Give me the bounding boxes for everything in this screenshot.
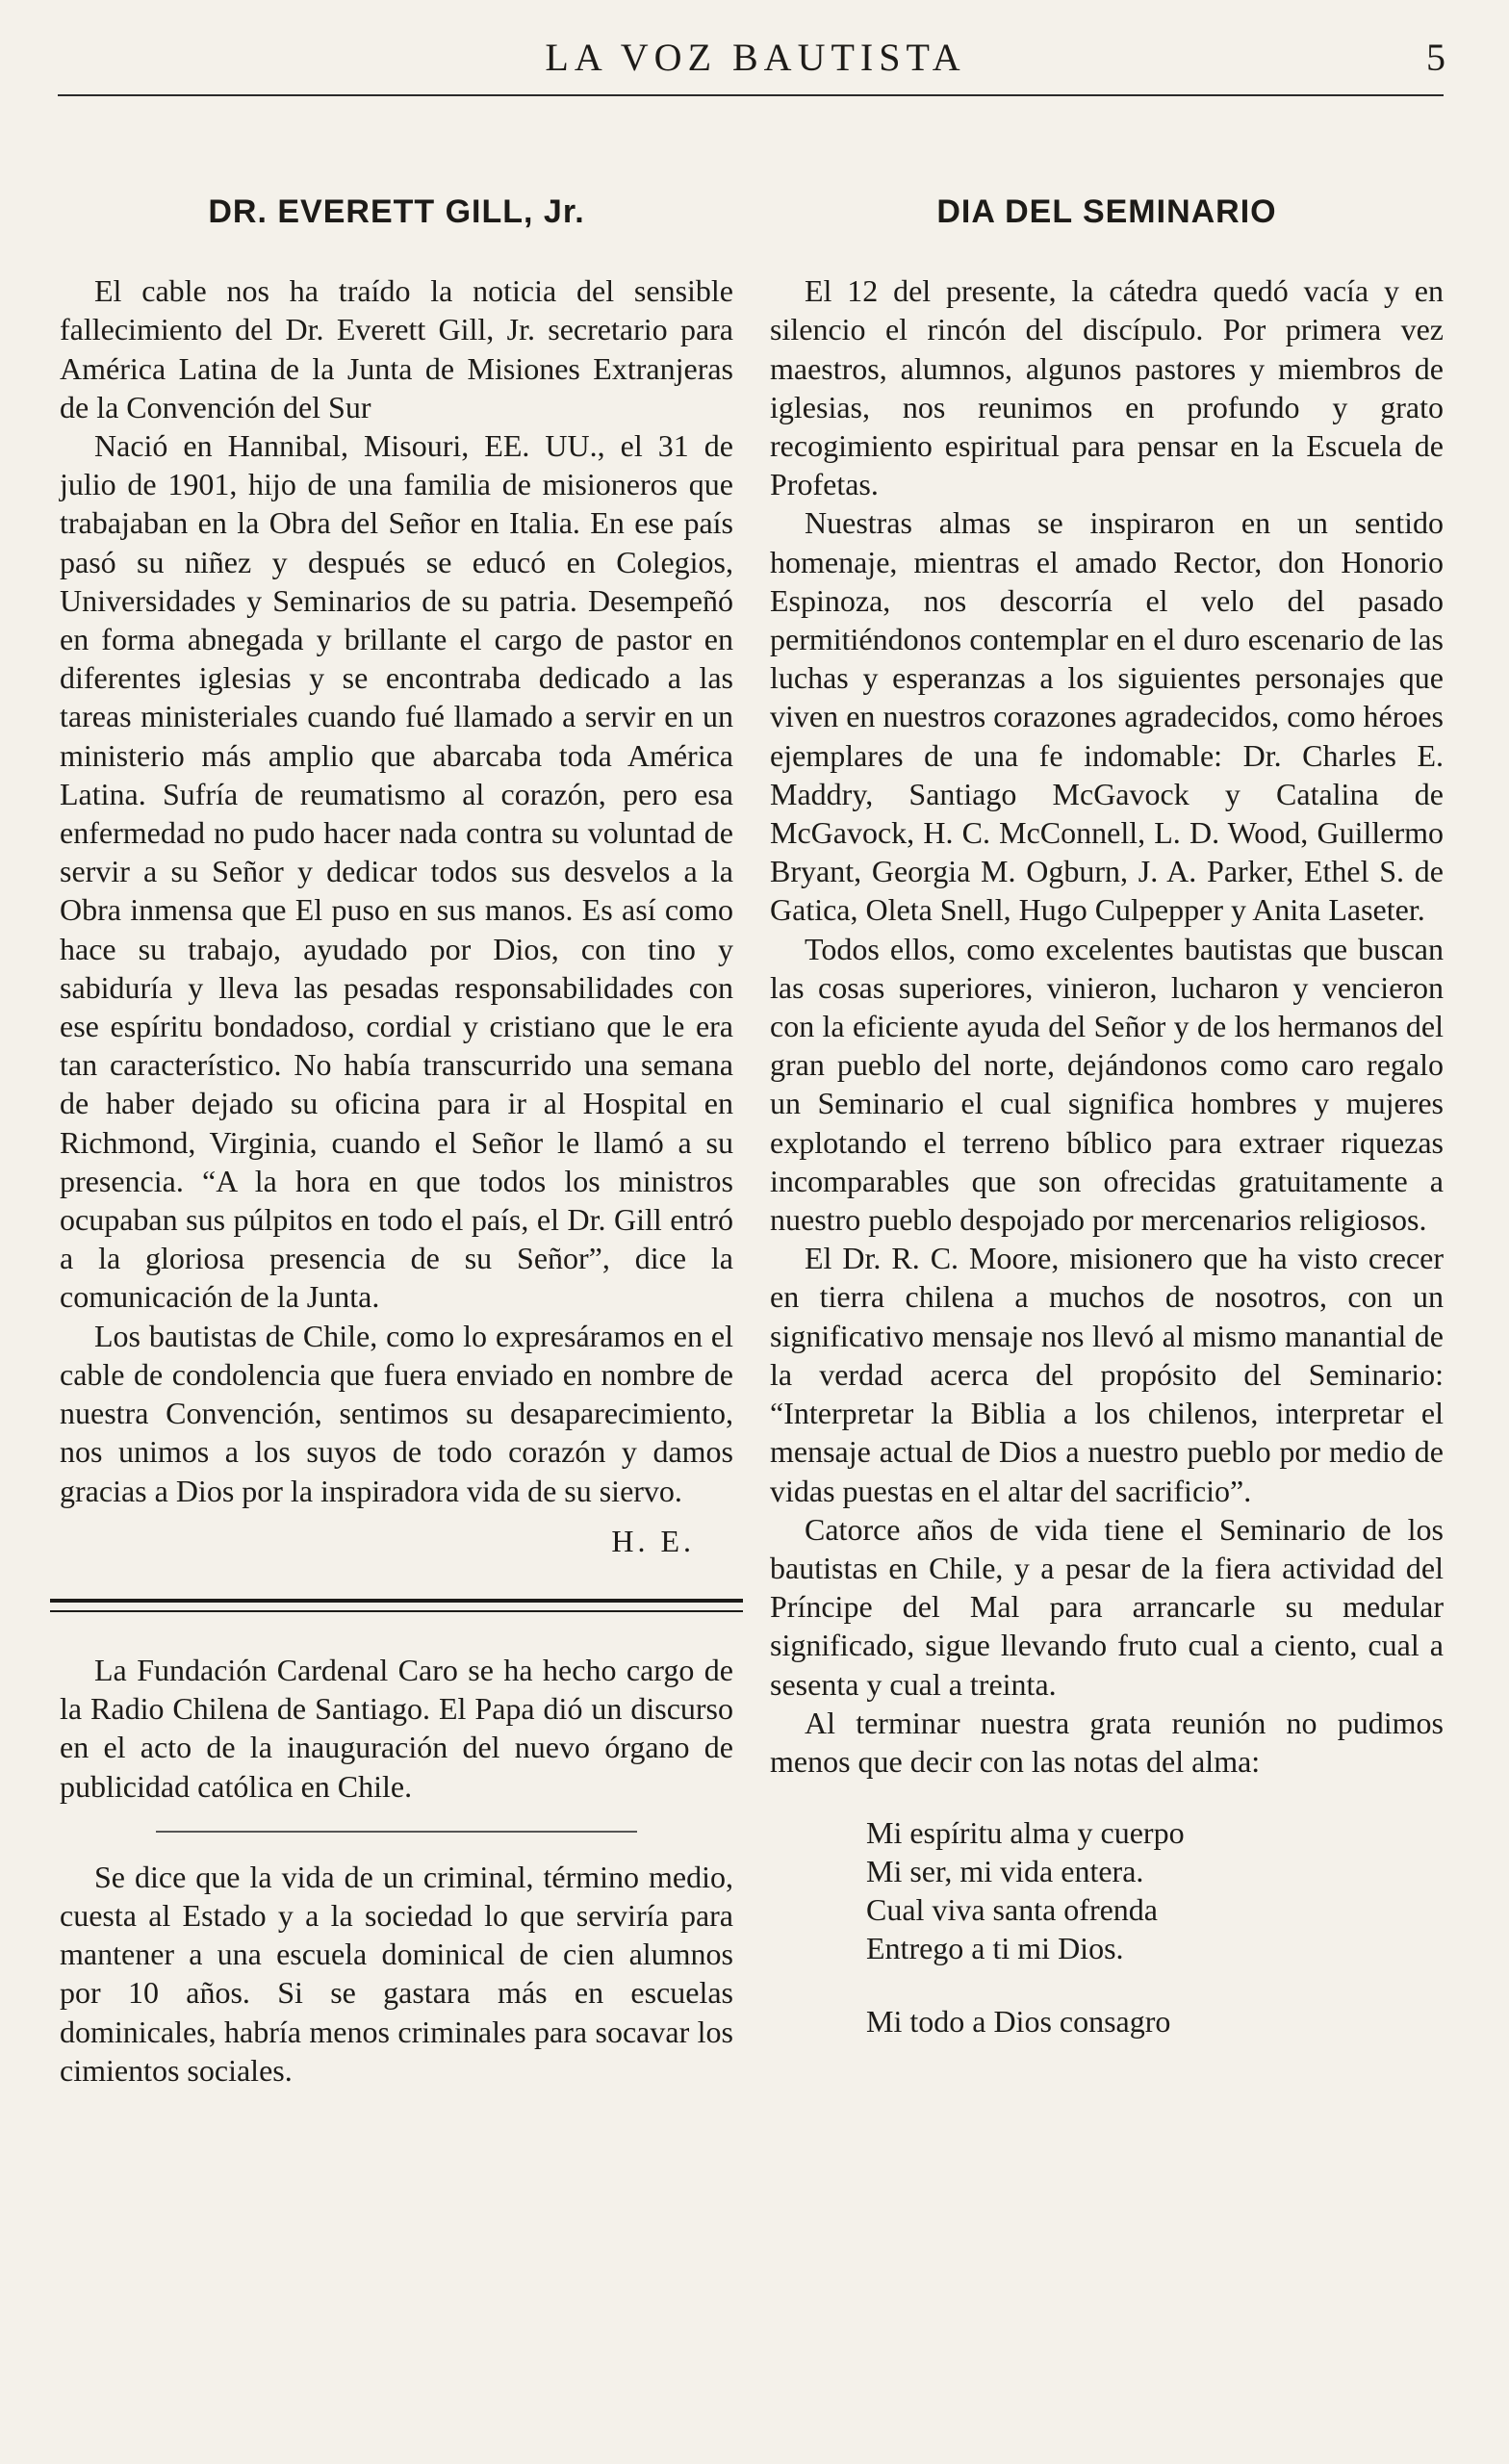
verse-line: Entrego a ti mi Dios. bbox=[866, 1931, 1124, 1966]
right-article-title: DIA DEL SEMINARIO bbox=[936, 193, 1277, 230]
left-paragraph: El cable nos ha traído la noticia del sensible fallecimiento del Dr. Everett Gill, Jr. secretario para América Latina de la Junta de Misiones Extranjeras de la Convención del Sur bbox=[60, 273, 733, 424]
left-column bbox=[60, 183, 733, 2090]
right-paragraph: El 12 del presente, la cátedra quedó vacía y en silencio el rincón del discípulo. Por primera vez maestros, alumnos, algunos pastores y miembros de iglesias, nos reunimos en profundo y grato recogimiento espiritual para pensar en la Escuela de Profetas. bbox=[770, 273, 1444, 502]
note-divider bbox=[156, 1831, 637, 1833]
left-paragraph: Los bautistas de Chile, como lo expresáramos en el cable de condolencia que fuera enviado en nombre de nuestra Convención, sentimos su desaparecimiento, nos unimos a los suyos de todo corazón y damos gracias a Dios por la inspiradora vida de su siervo. bbox=[60, 1318, 733, 1508]
signature: H. E. bbox=[611, 1523, 695, 1558]
right-paragraph: Catorce años de vida tiene el Seminario de los bautistas en Chile, y a pesar de la fiera actividad del Príncipe del Mal para arrancarle su medular significado, sigue llevando fruto cual a ciento, cual a sesenta y cual a treinta. bbox=[770, 1511, 1444, 1702]
masthead: LA VOZ BAUTISTA bbox=[545, 36, 966, 79]
verse-line: Mi todo a Dios consagro bbox=[866, 2004, 1171, 2040]
right-paragraph: Al terminar nuestra grata reunión no pudimos menos que decir con las notas del alma: bbox=[770, 1705, 1444, 1779]
note-paragraph: La Fundación Cardenal Caro se ha hecho cargo de la Radio Chilena de Santiago. El Papa dió un discurso en el acto de la inauguración del nuevo órgano de publicidad católica en Chile. bbox=[60, 1652, 733, 1804]
page-header bbox=[58, 29, 1453, 87]
hymn-verse bbox=[866, 1813, 1444, 2040]
verse-line: Mi ser, mi vida entera. bbox=[866, 1854, 1144, 1889]
section-divider bbox=[50, 1599, 743, 1612]
left-article-title: DR. EVERETT GILL, Jr. bbox=[208, 193, 585, 230]
note-paragraph: Se dice que la vida de un criminal, término medio, cuesta al Estado y a la sociedad lo que serviría para mantener a una escuela dominical de cien alumnos por 10 años. Si se gastara más en escuelas dominicales, habría menos criminales para socavar los cimientos sociales. bbox=[60, 1859, 733, 2088]
left-paragraph: Nació en Hannibal, Misouri, EE. UU., el 31 de julio de 1901, hijo de una familia de misioneros que trabajaban en la Obra del Señor en Italia. En ese país pasó su niñez y después se educó en Colegios, Universidades y Seminarios de su patria. Desempeñó en forma abnegada y brillante el cargo de pastor en diferentes iglesias y se encontraba dedicado a las tareas ministeriales cuando fué llamado a servir en un ministerio más amplio que abarcaba toda América Latina. Sufría de reumatismo al corazón, pero esa enfermedad no pudo hacer nada contra su voluntad de servir a su Señor y dedicar todos sus desvelos a la Obra inmensa que El puso en sus manos. Es así como hace su trabajo, ayudado por Dios, con tino y sabiduría y lleva las pesadas responsabilidades con ese espíritu bondadoso, cordial y cristiano que le era tan característico. No había transcurrido una semana de haber dejado su oficina para ir al Hospital en Richmond, Virginia, cuando el Señor le llamó a su presencia. “A la hora en que todos los ministros ocupaban sus púlpitos en todo el país, el Dr. Gill entró a la gloriosa presencia de su Señor”, dice la comunicación de la Junta. bbox=[60, 428, 733, 1315]
verse-line: Cual viva santa ofrenda bbox=[866, 1892, 1158, 1928]
verse-line: Mi espíritu alma y cuerpo bbox=[866, 1815, 1185, 1851]
page-number: 5 bbox=[1426, 36, 1445, 79]
right-column bbox=[770, 183, 1444, 2040]
right-paragraph: El Dr. R. C. Moore, misionero que ha visto crecer en tierra chilena a muchos de nosotros, con un significativo mensaje nos llevó al mismo manantial de la verdad acerca del propósito del Seminario: “Interpretar la Biblia a los chilenos, interpretar el mensaje actual de Dios a nuestro pueblo por medio de vidas puestas en el altar del sacrificio”. bbox=[770, 1241, 1444, 1508]
right-paragraph: Todos ellos, como excelentes bautistas que buscan las cosas superiores, vinieron, lucharon y vencieron con la eficiente ayuda del Señor y de los hermanos del gran pueblo del norte, dejándonos como caro regalo un Seminario el cual significa hombres y mujeres explotando el terreno bíblico para extraer riquezas incomparables que son ofrecidas gratuitamente a nuestro pueblo despojado por mercenarios religiosos. bbox=[770, 931, 1444, 1238]
header-rule bbox=[58, 94, 1444, 96]
right-paragraph: Nuestras almas se inspiraron en un sentido homenaje, mientras el amado Rector, don Honorio Espinoza, nos descorría el velo del pasado permitiéndonos contemplar en el duro escenario de las luchas y esperanzas a los siguientes personajes que viven en nuestros corazones agradecidos, como héroes ejemplares de una fe indomable: Dr. Charles E. Maddry, Santiago McGavock y Catalina de McGavock, H. C. McConnell, L. D. Wood, Guillermo Bryant, Georgia M. Ogburn, J. A. Parker, Ethel S. de Gatica, Oleta Snell, Hugo Culpepper y Anita Laseter. bbox=[770, 505, 1444, 928]
